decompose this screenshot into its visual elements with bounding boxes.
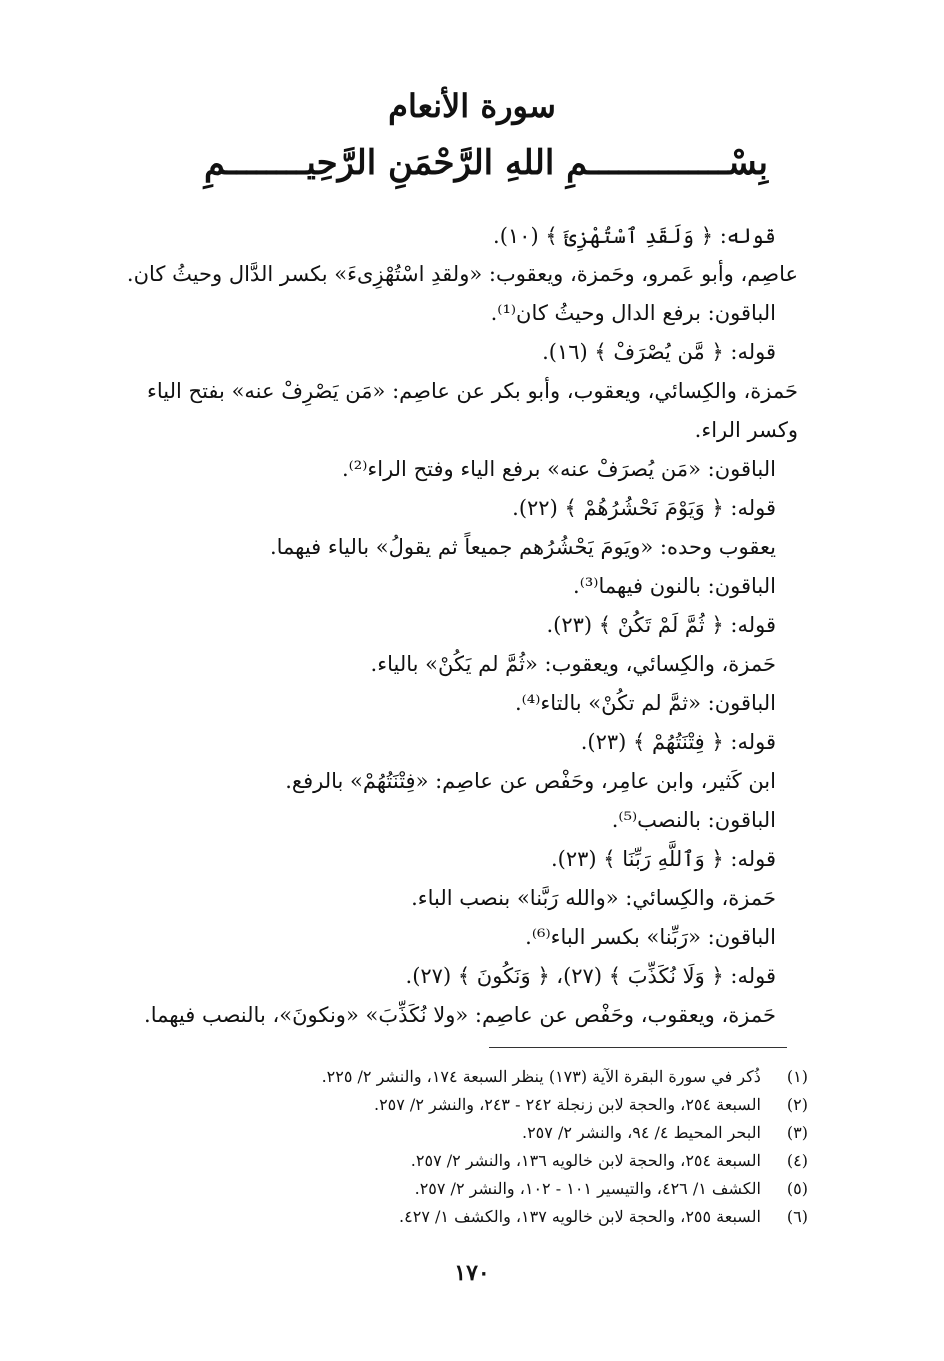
text-line-14: قوله: ﴿ فِتْنَتُهُمْ ﴾ (٢٣).	[580, 730, 776, 754]
footnote-3	[522, 1119, 808, 1147]
text-line-17: قوله: ﴿ وَٱللَّهِ رَبِّنَا ﴾ (٢٣).	[550, 847, 776, 871]
text-line-15: ابن كَثير، وابن عامِر، وحَفْص عن عاصِم: «فِتْنَتُهُمْ» بالرفع.	[285, 769, 776, 793]
text-line-19: الباقون: «رَبِّنا» بكسر الباء⁽⁶⁾.	[525, 925, 776, 949]
footnote-1	[322, 1063, 808, 1091]
footnote-6	[399, 1203, 808, 1231]
footnote-number: (١)	[786, 1067, 808, 1086]
footnote-number: (٢)	[786, 1095, 808, 1114]
text-line-3: الباقون: برفع الدال وحيثُ كان⁽¹⁾.	[490, 301, 776, 325]
text-line-4: قوله: ﴿ مَّن يُصْرَفْ ﴾ (١٦).	[542, 340, 776, 364]
text-line-1: قوله: ﴿ وَلَقَدِ ٱسْتُهْزِئَ ﴾ (١٠).	[493, 224, 776, 248]
text-line-7: الباقون: «مَن يُصرَفْ عنه» برفع الياء وفتح الراء⁽²⁾.	[341, 457, 776, 481]
footnote-number: (٥)	[786, 1179, 808, 1198]
footnote-text: السبعة ٢٥٥، والحجة لابن خالويه ١٣٧، والكشف ١/ ٤٢٧.	[399, 1207, 761, 1226]
footnote-text: البحر المحيط ٤/ ٩٤، والنشر ٢/ ٢٥٧.	[521, 1123, 761, 1142]
text-line-5: حَمزة، والكِسائي، ويعقوب، وأبو بكر عن عاصِم: «مَن يَصْرِفْ عنه» بفتح الياء	[147, 379, 798, 403]
page-number: ١٧٠	[454, 1260, 490, 1286]
footnote-4	[411, 1147, 808, 1175]
text-line-10: الباقون: بالنون فيهما⁽³⁾.	[573, 574, 776, 598]
text-line-16: الباقون: بالنصب⁽⁵⁾.	[611, 808, 776, 832]
footnote-text: السبعة ٢٥٤، والحجة لابن زنجلة ٢٤٢ - ٢٤٣، والنشر ٢/ ٢٥٧.	[373, 1095, 761, 1114]
footnote-text: الكشف ١/ ٤٢٦، والتيسير ١٠١ - ١٠٢، والنشر ٢/ ٢٥٧.	[414, 1179, 761, 1198]
text-line-21: حَمزة، ويعقوب، وحَفْص عن عاصِم: «ولا نُكَذِّبَ» «ونكونَ»، بالنصب فيهما.	[144, 1003, 776, 1027]
footnote-number: (٦)	[786, 1207, 808, 1226]
footnote-number: (٣)	[786, 1123, 808, 1142]
text-line-12: حَمزة، والكِسائي، ويعقوب: «ثُمَّ لم يَكُنْ» بالياء.	[370, 652, 776, 676]
text-line-11: قوله: ﴿ ثُمَّ لَمْ تَكُنْ ﴾ (٢٣).	[546, 613, 776, 637]
footnote-2	[374, 1091, 808, 1119]
surah-title: سورة الأنعام	[388, 87, 556, 125]
text-line-13: الباقون: «ثمَّ لم تكُنْ» بالتاء⁽⁴⁾.	[514, 691, 776, 715]
footnote-number: (٤)	[786, 1151, 808, 1170]
text-line-8: قوله: ﴿ وَيَوْمَ نَحْشُرُهُمْ ﴾ (٢٢).	[512, 496, 776, 520]
basmala-calligraphy: بِسْــــــــــــــمِ اللهِ الرَّحْمَنِ الرَّحِيــــــــمِ	[204, 143, 768, 183]
text-line-9: يعقوب وحده: «ويَومَ يَحْشُرُهم جميعاً ثم يقولُ» بالياء فيهما.	[269, 535, 776, 559]
text-line-2: عاصِم، وأبو عَمرو، وحَمزة، ويعقوب: «ولقدِ اسْتُهْزِىءَ» بكسر الدَّال وحيثُ كان.	[126, 262, 798, 286]
footnote-text: ذُكر في سورة البقرة الآية (١٧٣) ينظر السبعة ١٧٤، والنشر ٢/ ٢٢٥.	[321, 1067, 761, 1086]
text-line-20: قوله: ﴿ وَلَا نُكَذِّبَ ﴾ (٢٧)، ﴿ وَنَكُونَ ﴾ (٢٧).	[405, 964, 776, 988]
footnote-separator	[489, 1047, 787, 1048]
text-line-6: وكسر الراء.	[694, 418, 798, 442]
footnote-5	[415, 1175, 808, 1203]
footnote-text: السبعة ٢٥٤، والحجة لابن خالويه ١٣٦، والنشر ٢/ ٢٥٧.	[410, 1151, 761, 1170]
text-line-18: حَمزة، والكِسائي: «والله رَبَّنا» بنصب الباء.	[411, 886, 776, 910]
